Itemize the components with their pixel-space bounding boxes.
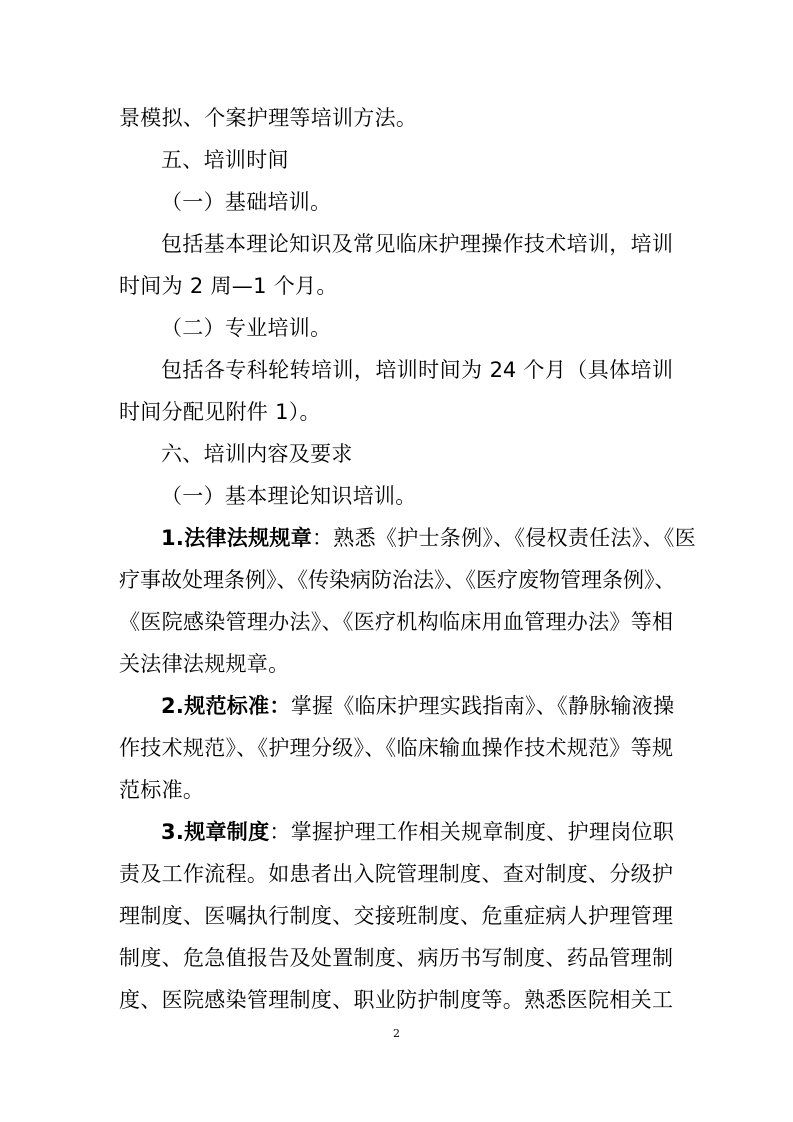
paragraph-line: 时间分配见附件 1）。 xyxy=(119,400,321,424)
rules-heading: 3.规章制度 xyxy=(161,820,270,844)
paragraph-line: 作技术规范》、《护理分级》、《临床输血操作技术规范》等规 xyxy=(119,736,673,760)
standards-heading: 2.规范标准： xyxy=(161,694,291,718)
standards-item-first-line xyxy=(161,692,674,720)
paragraph-line: 理制度、医嘱执行制度、交接班制度、危重症病人护理管理 xyxy=(119,904,673,928)
rules-item-first-line xyxy=(161,818,674,846)
paragraph-line: 度、医院感染管理制度、职业防护制度等。熟悉医院相关工 xyxy=(119,988,673,1012)
subheading-basic-theory: （一）基本理论知识培训。 xyxy=(161,484,417,508)
paragraph-line: 疗事故处理条例》、《传染病防治法》、《医疗废物管理条例》、 xyxy=(119,568,676,592)
paragraph-line: 《医院感染管理办法》、《医疗机构临床用血管理办法》等相 xyxy=(119,610,673,634)
law-heading: 1.法律法规规章 xyxy=(161,526,312,550)
rules-text: ：掌握护理工作相关规章制度、护理岗位职 xyxy=(269,820,675,844)
paragraph-line: 包括各专科轮转培训，培训时间为 24 个月（具体培训 xyxy=(161,358,673,382)
law-item-first-line xyxy=(161,524,696,552)
paragraph-line: 范标准。 xyxy=(119,778,205,802)
subheading-basic-training: （一）基础培训。 xyxy=(161,190,332,214)
page-number: 2 xyxy=(393,1027,400,1040)
paragraph-line: 关法律法规规章。 xyxy=(119,652,290,676)
section-heading-training-time: 五、培训时间 xyxy=(161,148,289,172)
section-heading-training-content: 六、培训内容及要求 xyxy=(161,442,353,466)
subheading-specialty-training: （二）专业培训。 xyxy=(161,316,332,340)
law-text: ：熟悉《护士条例》、《侵权责任法》、《医 xyxy=(312,526,696,550)
paragraph-line: 责及工作流程。如患者出入院管理制度、查对制度、分级护 xyxy=(119,862,673,886)
paragraph-line: 景模拟、个案护理等培训方法。 xyxy=(119,106,418,130)
paragraph-line: 时间为 2 周—1 个月。 xyxy=(119,274,338,298)
standards-text: 掌握《临床护理实践指南》、《静脉输液操 xyxy=(290,694,675,718)
paragraph-line: 制度、危急值报告及处置制度、病历书写制度、药品管理制 xyxy=(119,946,673,970)
paragraph-line: 包括基本理论知识及常见临床护理操作技术培训，培训 xyxy=(161,232,673,256)
